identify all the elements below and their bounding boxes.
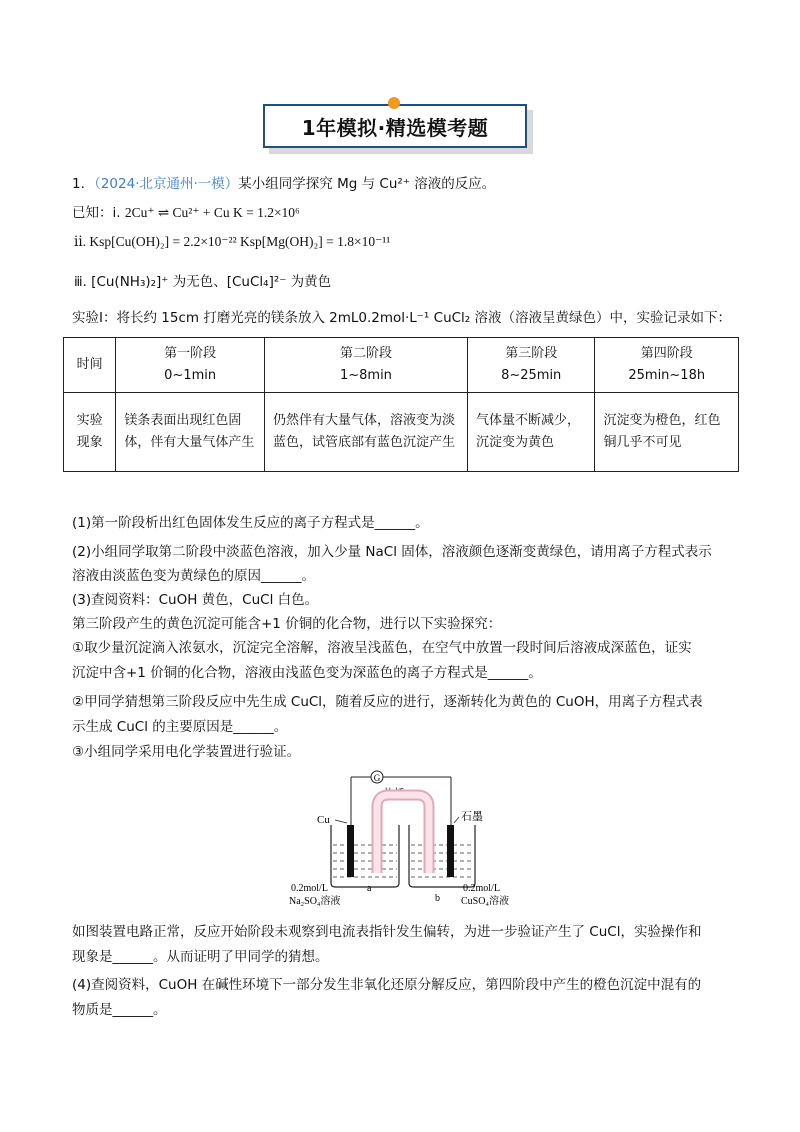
step-1-line-1: ①取少量沉淀滴入浓氨水，沉淀完全溶解，溶液呈浅蓝色，在空气中放置一段时间后溶液成深蓝色，证实: [72, 640, 692, 656]
stage-3-phenomenon: 气体量不断减少，沉淀变为黄色: [467, 393, 595, 472]
stage-4-header: [595, 338, 739, 393]
right-beaker: [409, 825, 475, 887]
right-solution-name: CuSO₄溶液: [461, 896, 509, 907]
left-beaker: [331, 825, 399, 887]
row-label-time: 时间: [64, 338, 116, 393]
known-label: 已知：ⅰ.: [72, 205, 121, 221]
step-2-line-1: ②甲同学猜想第三阶段反应中先生成 CuCl，随着反应的进行，逐渐转化为黄色的 CuOH，用离子方程式表: [72, 694, 703, 710]
stage-4-phenomenon: 沉淀变为橙色，红色铜几乎不可见: [595, 393, 739, 472]
stage-1-phenomenon: 镁条表面出现红色固体，伴有大量气体产生: [116, 393, 265, 472]
electrochemical-apparatus: [285, 765, 525, 915]
part-3-info: (3)查阅资料：CuOH 黄色，CuCl 白色。: [72, 592, 319, 608]
stage-2-header: [264, 338, 467, 393]
cu-electrode: [347, 825, 354, 877]
part-4-line-2: 物质是______。: [72, 1002, 167, 1018]
step-2-line-2: 示生成 CuCl 的主要原因是______。: [72, 719, 288, 735]
stage-3-time: 8~25min: [501, 368, 562, 383]
left-solution: [333, 845, 397, 877]
question-intro-text: 某小组同学探究 Mg 与 Cu²⁺ 溶液的反应。: [238, 176, 496, 192]
banner-title: 1年模拟·精选模考题: [301, 115, 489, 140]
row-label-phenomenon: 实验现象: [64, 393, 116, 472]
salt-bridge-label: 盐桥: [383, 788, 405, 800]
experiment-record-table: [63, 337, 739, 472]
stage-2-phenomenon: 仍然伴有大量气体，溶液变为淡蓝色，试管底部有蓝色沉淀产生: [264, 393, 467, 472]
step-3: ③小组同学采用电化学装置进行验证。: [72, 744, 301, 760]
part-3-intro: 第三阶段产生的黄色沉淀可能含+1 价铜的化合物，进行以下实验探究：: [72, 616, 502, 632]
table-row: [64, 393, 739, 472]
known-i-equation: 2Cu⁺ ⇌ Cu²⁺ + Cu K = 1.2×10⁶: [124, 205, 300, 220]
galvanometer-label: G: [373, 773, 381, 783]
question-intro: [72, 172, 495, 192]
right-solution-conc: 0.2mol/L: [463, 883, 500, 894]
after-figure-line-2: 现象是______。从而证明了甲同学的猜想。: [72, 949, 329, 965]
banner-box: [263, 104, 527, 148]
stage-2-time: 1~8min: [339, 368, 392, 383]
banner-dot: [388, 97, 400, 109]
cu-label: Cu: [317, 814, 330, 826]
question-number: 1．: [72, 176, 95, 192]
right-solution: [411, 845, 473, 877]
known-ii: ⅱ. Ksp[Cu(OH)₂] = 2.2×10⁻²² Ksp[Mg(OH)₂] = 1.8×10⁻¹¹: [74, 234, 391, 249]
stage-3-name: 第三阶段: [505, 346, 558, 361]
title-banner: [263, 104, 533, 154]
stage-1-name: 第一阶段: [164, 346, 217, 361]
part-2-line-2: 溶液由淡蓝色变为黄绿色的原因______。: [72, 568, 315, 584]
graphite-electrode: [447, 825, 454, 877]
experiment-description: 实验Ⅰ：将长约 15cm 打磨光亮的镁条放入 2mL0.2mol·L⁻¹ CuCl₂ 溶液（溶液呈黄绿色）中，实验记录如下：: [72, 310, 732, 326]
graphite-label: 石墨: [461, 811, 483, 823]
left-solution-conc: 0.2mol/L: [291, 883, 328, 894]
right-beaker-label: b: [435, 893, 440, 904]
table-row: [64, 338, 739, 393]
left-solution-name: Na₂SO₄溶液: [289, 896, 341, 907]
after-figure-line-1: 如图装置电路正常，反应开始阶段未观察到电流表指针发生偏转，为进一步验证产生了 CuCl，实验操作和: [72, 924, 702, 940]
known-iii: ⅲ. [Cu(NH₃)₂]⁺ 为无色、[CuCl₄]²⁻ 为黄色: [74, 274, 332, 290]
stage-4-name: 第四阶段: [640, 346, 693, 361]
stage-2-name: 第二阶段: [339, 346, 392, 361]
question-source[interactable]: （2024·北京通州·一模）: [94, 176, 239, 192]
part-2-line-1: (2)小组同学取第二阶段中淡蓝色溶液，加入少量 NaCl 固体，溶液颜色逐渐变黄绿色，请用离子方程式表示: [72, 544, 712, 560]
step-1-line-2: 沉淀中含+1 价铜的化合物，溶液由浅蓝色变为深蓝色的离子方程式是______。: [72, 665, 542, 681]
stage-1-header: [116, 338, 265, 393]
stage-3-header: [467, 338, 595, 393]
left-beaker-label: a: [367, 883, 372, 894]
known-i: [72, 201, 300, 221]
stage-4-time: 25min~18h: [628, 368, 706, 383]
stage-1-time: 0~1min: [164, 368, 217, 383]
part-1: (1)第一阶段析出红色固体发生反应的离子方程式是______。: [72, 515, 429, 531]
part-4-line-1: (4)查阅资料，CuOH 在碱性环境下一部分发生非氧化还原分解反应，第四阶段中产生的橙色沉淀中混有的: [72, 977, 702, 993]
